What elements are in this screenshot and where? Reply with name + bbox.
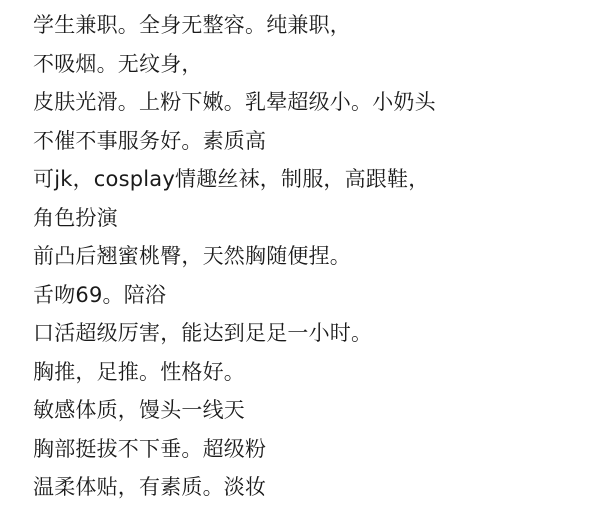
text-line: 口活超级厉害，能达到足足一小时。: [33, 321, 373, 345]
text-line: 前凸后翘蜜桃臀，天然胸随便捏。: [33, 244, 351, 268]
text-line: 敏感体质，馒头一线天: [33, 398, 245, 422]
text-line: 不吸烟。无纹身，: [33, 51, 203, 76]
text-line: 不催不事服务好。素质高: [33, 128, 267, 153]
text-line: 胸推，足推。性格好。: [33, 359, 245, 384]
text-line: 皮肤光滑。上粉下嫩。乳晕超级小。小奶头: [33, 90, 436, 114]
text-line: 学生兼职。全身无整容。纯兼职，: [33, 13, 351, 37]
text-block: [33, 6, 590, 507]
text-line: 温柔体贴，有素质。淡妆: [33, 475, 267, 499]
text-line: 可jk，cosplay情趣丝袜，制服，高跟鞋，: [33, 167, 430, 191]
text-line: 胸部挺拔不下垂。超级粉: [33, 436, 267, 461]
text-line: 角色扮演: [33, 205, 118, 230]
text-line: 舌吻69。陪浴: [33, 282, 167, 307]
